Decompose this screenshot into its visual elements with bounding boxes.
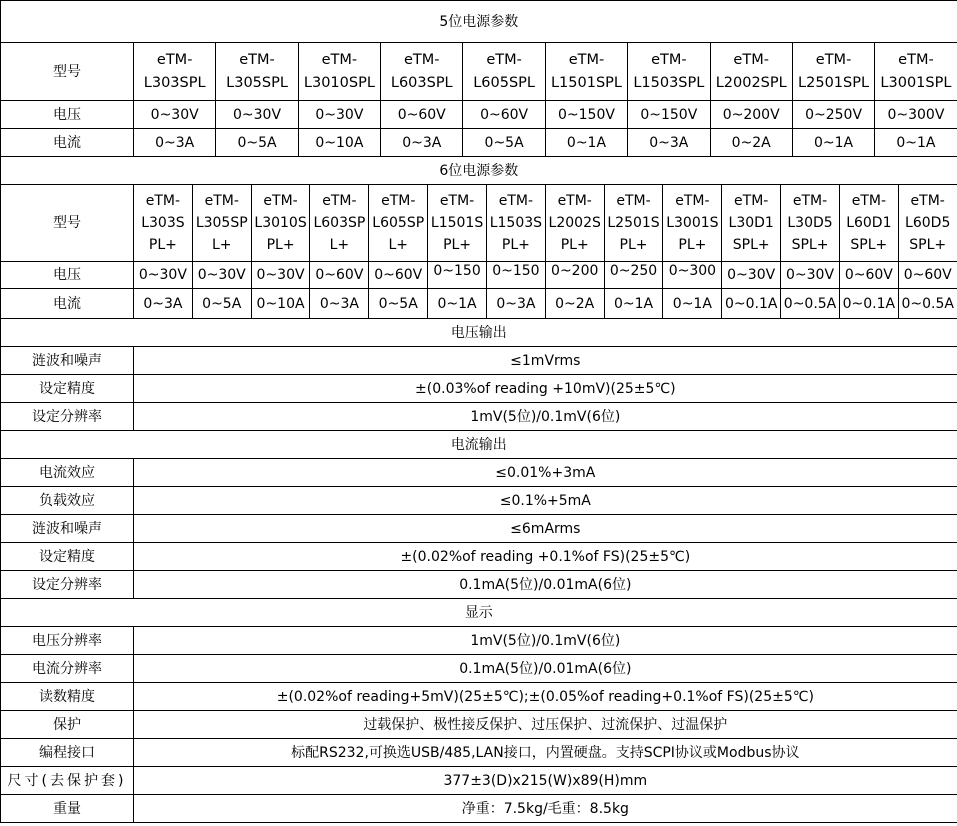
model-name-line: eTM- xyxy=(616,193,651,209)
model-name-line: L+ xyxy=(211,237,232,253)
spec-value: ±(0.02%of reading +0.1%of FS)(25±5℃) xyxy=(134,543,957,571)
model-name-line: eTM- xyxy=(733,51,769,68)
model-cell xyxy=(898,185,957,262)
model-cell xyxy=(792,43,874,101)
model-name-line: eTM- xyxy=(439,193,475,209)
table-row xyxy=(1,347,957,375)
voltage-value-cell: 0~30V xyxy=(192,262,251,289)
table-row xyxy=(1,683,957,711)
table-row xyxy=(1,711,957,739)
table-row xyxy=(1,543,957,571)
current-value-cell: 0~3A xyxy=(134,289,193,319)
model-name-line: eTM- xyxy=(486,51,522,68)
model-cell xyxy=(604,185,663,262)
section-title: 显示 xyxy=(1,599,957,627)
model-name-line: eTM- xyxy=(322,193,357,209)
voltage-value-cell: 0~150 xyxy=(428,262,487,289)
model-cell xyxy=(251,185,310,262)
model-name-line: L1503SPL xyxy=(633,74,705,91)
spec-value: 1mV(5位)/0.1mV(6位) xyxy=(134,627,957,655)
voltage-value-cell: 0~150 xyxy=(486,262,545,289)
model-name-line: L2501S xyxy=(607,215,660,231)
model-name-line: L1501SPL xyxy=(550,74,622,91)
row-label: 设定分辨率 xyxy=(1,403,134,431)
row-label: 设定分辨率 xyxy=(1,571,134,599)
current-value-cell: 0~0.5A xyxy=(898,289,957,319)
spec-value: 0.1mA(5位)/0.01mA(6位) xyxy=(134,571,957,599)
current-value-cell: 0~1A xyxy=(663,289,722,319)
model-name-line: eTM- xyxy=(381,193,416,209)
voltage-value-cell: 0~60V xyxy=(310,262,369,289)
table-row xyxy=(1,185,957,262)
model-name-line: L2002SPL xyxy=(715,74,787,91)
spec-value: 1mV(5位)/0.1mV(6位) xyxy=(134,403,957,431)
model-name-line: eTM- xyxy=(321,51,358,68)
current-value-cell: 0~1A xyxy=(875,129,957,157)
model-name-line: L2002S xyxy=(548,215,601,231)
spec-value: ±(0.03%of reading +10mV)(25±5℃) xyxy=(134,375,957,403)
model-name-line: eTM- xyxy=(156,51,193,68)
model-name-line: L303SPL xyxy=(143,74,206,91)
section-title: 电流输出 xyxy=(1,431,957,459)
table-row xyxy=(1,319,957,347)
model-cell xyxy=(463,43,545,101)
model-cell xyxy=(875,43,957,101)
current-value-cell: 0~1A xyxy=(792,129,874,157)
voltage-value-cell: 0~150V xyxy=(628,101,710,129)
model-name-line: PL+ xyxy=(443,237,472,253)
current-value-cell: 0~1A xyxy=(545,129,627,157)
current-value-cell: 0~0.1A xyxy=(722,289,781,319)
model-cell xyxy=(310,185,369,262)
model-cell xyxy=(381,43,463,101)
model-name-line: eTM- xyxy=(651,51,687,68)
current-value-cell: 0~5A xyxy=(463,129,545,157)
model-name-line: L60D1 xyxy=(846,215,892,231)
model-cell xyxy=(545,43,627,101)
model-cell xyxy=(710,43,792,101)
row-label: 保护 xyxy=(1,711,134,739)
model-name-line: eTM- xyxy=(498,193,534,209)
current-value-cell: 0~0.1A xyxy=(839,289,898,319)
model-name-line: SPL+ xyxy=(850,237,888,253)
model-name-line: PL+ xyxy=(560,237,589,253)
voltage-value-cell: 0~30V xyxy=(781,262,840,289)
table-row xyxy=(1,795,957,823)
section-title: 电压输出 xyxy=(1,319,957,347)
spec-value: ≤0.01%+3mA xyxy=(134,459,957,487)
model-cell xyxy=(369,185,428,262)
model-cell xyxy=(663,185,722,262)
model-name-line: L2501SPL xyxy=(798,74,870,91)
model-name-line: L1501S xyxy=(430,215,484,231)
model-cell xyxy=(298,43,380,101)
model-name-line: L605SP xyxy=(372,215,425,231)
model-name-line: L3010SPL xyxy=(303,74,375,91)
row-label: 电压 xyxy=(1,101,134,129)
current-value-cell: 0~2A xyxy=(710,129,792,157)
table-row xyxy=(1,129,957,157)
spec-value: ±(0.02%of reading+5mV)(25±5℃);±(0.05%of reading+0.1%of FS)(25±5℃) xyxy=(134,683,957,711)
current-value-cell: 0~2A xyxy=(545,289,604,319)
current-value-cell: 0~1A xyxy=(428,289,487,319)
table-row xyxy=(1,101,957,129)
model-cell xyxy=(216,43,298,101)
model-name-line: L305SPL xyxy=(226,74,288,91)
model-cell xyxy=(839,185,898,262)
model-name-line: L30D5 xyxy=(787,215,833,231)
model-name-line: PL+ xyxy=(266,237,295,253)
voltage-value-cell: 0~30V xyxy=(216,101,298,129)
model-name-line: eTM- xyxy=(675,193,710,209)
row-label: 电压 xyxy=(1,262,134,289)
table-row xyxy=(1,515,957,543)
table-row xyxy=(1,43,957,101)
spec-value: 标配RS232,可换选USB/485,LAN接口，内置硬盘。支持SCPI协议或Modbus协议 xyxy=(134,739,957,767)
spec-value: 净重：7.5kg/毛重：8.5kg xyxy=(134,795,957,823)
voltage-value-cell: 0~60V xyxy=(381,101,463,129)
spec-value: ≤1mVrms xyxy=(134,347,957,375)
voltage-value-cell: 0~60V xyxy=(839,262,898,289)
voltage-value-cell: 0~200V xyxy=(710,101,792,129)
model-name-line: PL+ xyxy=(678,237,707,253)
model-name-line: L30D1 xyxy=(728,215,774,231)
voltage-value-cell: 0~30V xyxy=(134,101,216,129)
voltage-value-cell: 0~60V xyxy=(898,262,957,289)
current-value-cell: 0~5A xyxy=(369,289,428,319)
spec-value: ≤6mArms xyxy=(134,515,957,543)
table-row xyxy=(1,1,957,43)
model-name-line: L603SPL xyxy=(390,74,453,91)
table-row xyxy=(1,627,957,655)
model-name-line: eTM- xyxy=(734,193,769,209)
model-name-line: PL+ xyxy=(501,237,530,253)
model-cell xyxy=(134,185,193,262)
row-label: 电流分辨率 xyxy=(1,655,134,683)
row-label: 电流效应 xyxy=(1,459,134,487)
table-row xyxy=(1,655,957,683)
row-label: 型号 xyxy=(1,43,134,101)
table-row xyxy=(1,431,957,459)
current-value-cell: 0~3A xyxy=(310,289,369,319)
current-value-cell: 0~5A xyxy=(216,129,298,157)
voltage-value-cell: 0~30V xyxy=(134,262,193,289)
row-label: 电流 xyxy=(1,129,134,157)
model-name-line: eTM- xyxy=(403,51,440,68)
model-cell xyxy=(486,185,545,262)
model-name-line: L3001S xyxy=(666,215,719,231)
row-label: 电流 xyxy=(1,289,134,319)
table-row xyxy=(1,289,957,319)
model-name-line: eTM- xyxy=(898,51,934,68)
current-value-cell: 0~5A xyxy=(192,289,251,319)
current-value-cell: 0~10A xyxy=(298,129,380,157)
table-row xyxy=(1,739,957,767)
table-row xyxy=(1,599,957,627)
voltage-value-cell: 0~30V xyxy=(298,101,380,129)
row-label: 涟波和噪声 xyxy=(1,347,134,375)
row-label: 电压分辨率 xyxy=(1,627,134,655)
current-value-cell: 0~10A xyxy=(251,289,310,319)
section-title: 6位电源参数 xyxy=(1,157,957,185)
model-name-line: eTM- xyxy=(145,193,181,209)
model-name-line: eTM- xyxy=(792,193,828,209)
model-name-line: L3001SPL xyxy=(880,74,952,91)
model-name-line: PL+ xyxy=(619,237,648,253)
model-cell xyxy=(722,185,781,262)
voltage-value-cell: 0~300 xyxy=(663,262,722,289)
row-label: 读数精度 xyxy=(1,683,134,711)
section-title: 5位电源参数 xyxy=(1,1,957,43)
voltage-value-cell: 0~300V xyxy=(875,101,957,129)
row-label: 负载效应 xyxy=(1,487,134,515)
row-label: 尺寸(去保护套) xyxy=(1,767,134,795)
table-row xyxy=(1,403,957,431)
voltage-value-cell: 0~60V xyxy=(463,101,545,129)
model-name-line: eTM- xyxy=(204,193,239,209)
table-row xyxy=(1,262,957,289)
model-name-line: L3010S xyxy=(254,215,307,231)
model-name-line: L1503S xyxy=(489,215,543,231)
current-value-cell: 0~3A xyxy=(381,129,463,157)
model-name-line: L+ xyxy=(329,237,350,253)
spec-value: 377±3(D)x215(W)x89(H)mm xyxy=(134,767,957,795)
current-value-cell: 0~3A xyxy=(134,129,216,157)
table-row xyxy=(1,375,957,403)
row-label: 编程接口 xyxy=(1,739,134,767)
row-label: 设定精度 xyxy=(1,543,134,571)
current-value-cell: 0~1A xyxy=(604,289,663,319)
model-cell xyxy=(781,185,840,262)
row-label: 设定精度 xyxy=(1,375,134,403)
model-name-line: eTM- xyxy=(568,51,605,68)
model-cell xyxy=(545,185,604,262)
voltage-value-cell: 0~250V xyxy=(792,101,874,129)
model-name-line: SPL+ xyxy=(732,237,770,253)
model-name-line: L605SPL xyxy=(473,74,535,91)
model-name-line: L603SP xyxy=(313,215,366,231)
model-name-line: eTM- xyxy=(910,193,945,209)
model-name-line: L60D5 xyxy=(905,215,951,231)
model-cell xyxy=(192,185,251,262)
current-value-cell: 0~0.5A xyxy=(781,289,840,319)
model-name-line: eTM- xyxy=(557,193,592,209)
model-name-line: L305SP xyxy=(195,215,248,231)
row-label: 重量 xyxy=(1,795,134,823)
table-row xyxy=(1,459,957,487)
current-value-cell: 0~3A xyxy=(486,289,545,319)
model-name-line: eTM- xyxy=(239,51,275,68)
model-cell xyxy=(628,43,710,101)
model-name-line: eTM- xyxy=(851,193,886,209)
model-cell xyxy=(134,43,216,101)
model-name-line: PL+ xyxy=(148,237,177,253)
table-row xyxy=(1,157,957,185)
table-row xyxy=(1,571,957,599)
current-value-cell: 0~3A xyxy=(628,129,710,157)
model-name-line: L+ xyxy=(388,237,408,253)
spec-value: ≤0.1%+5mA xyxy=(134,487,957,515)
voltage-value-cell: 0~60V xyxy=(369,262,428,289)
voltage-value-cell: 0~30V xyxy=(251,262,310,289)
model-name-line: eTM- xyxy=(263,193,298,209)
row-label: 型号 xyxy=(1,185,134,262)
spec-value: 过载保护、极性接反保护、过压保护、过流保护、过温保护 xyxy=(134,711,957,739)
model-name-line: L303S xyxy=(141,215,185,231)
row-label: 涟波和噪声 xyxy=(1,515,134,543)
model-cell xyxy=(428,185,487,262)
voltage-value-cell: 0~250 xyxy=(604,262,663,289)
table-row xyxy=(1,487,957,515)
model-name-line: eTM- xyxy=(815,51,852,68)
model-name-line: SPL+ xyxy=(791,237,829,253)
voltage-value-cell: 0~30V xyxy=(722,262,781,289)
table-row xyxy=(1,767,957,795)
voltage-value-cell: 0~200 xyxy=(545,262,604,289)
model-name-line: SPL+ xyxy=(909,237,947,253)
spec-value: 0.1mA(5位)/0.01mA(6位) xyxy=(134,655,957,683)
voltage-value-cell: 0~150V xyxy=(545,101,627,129)
